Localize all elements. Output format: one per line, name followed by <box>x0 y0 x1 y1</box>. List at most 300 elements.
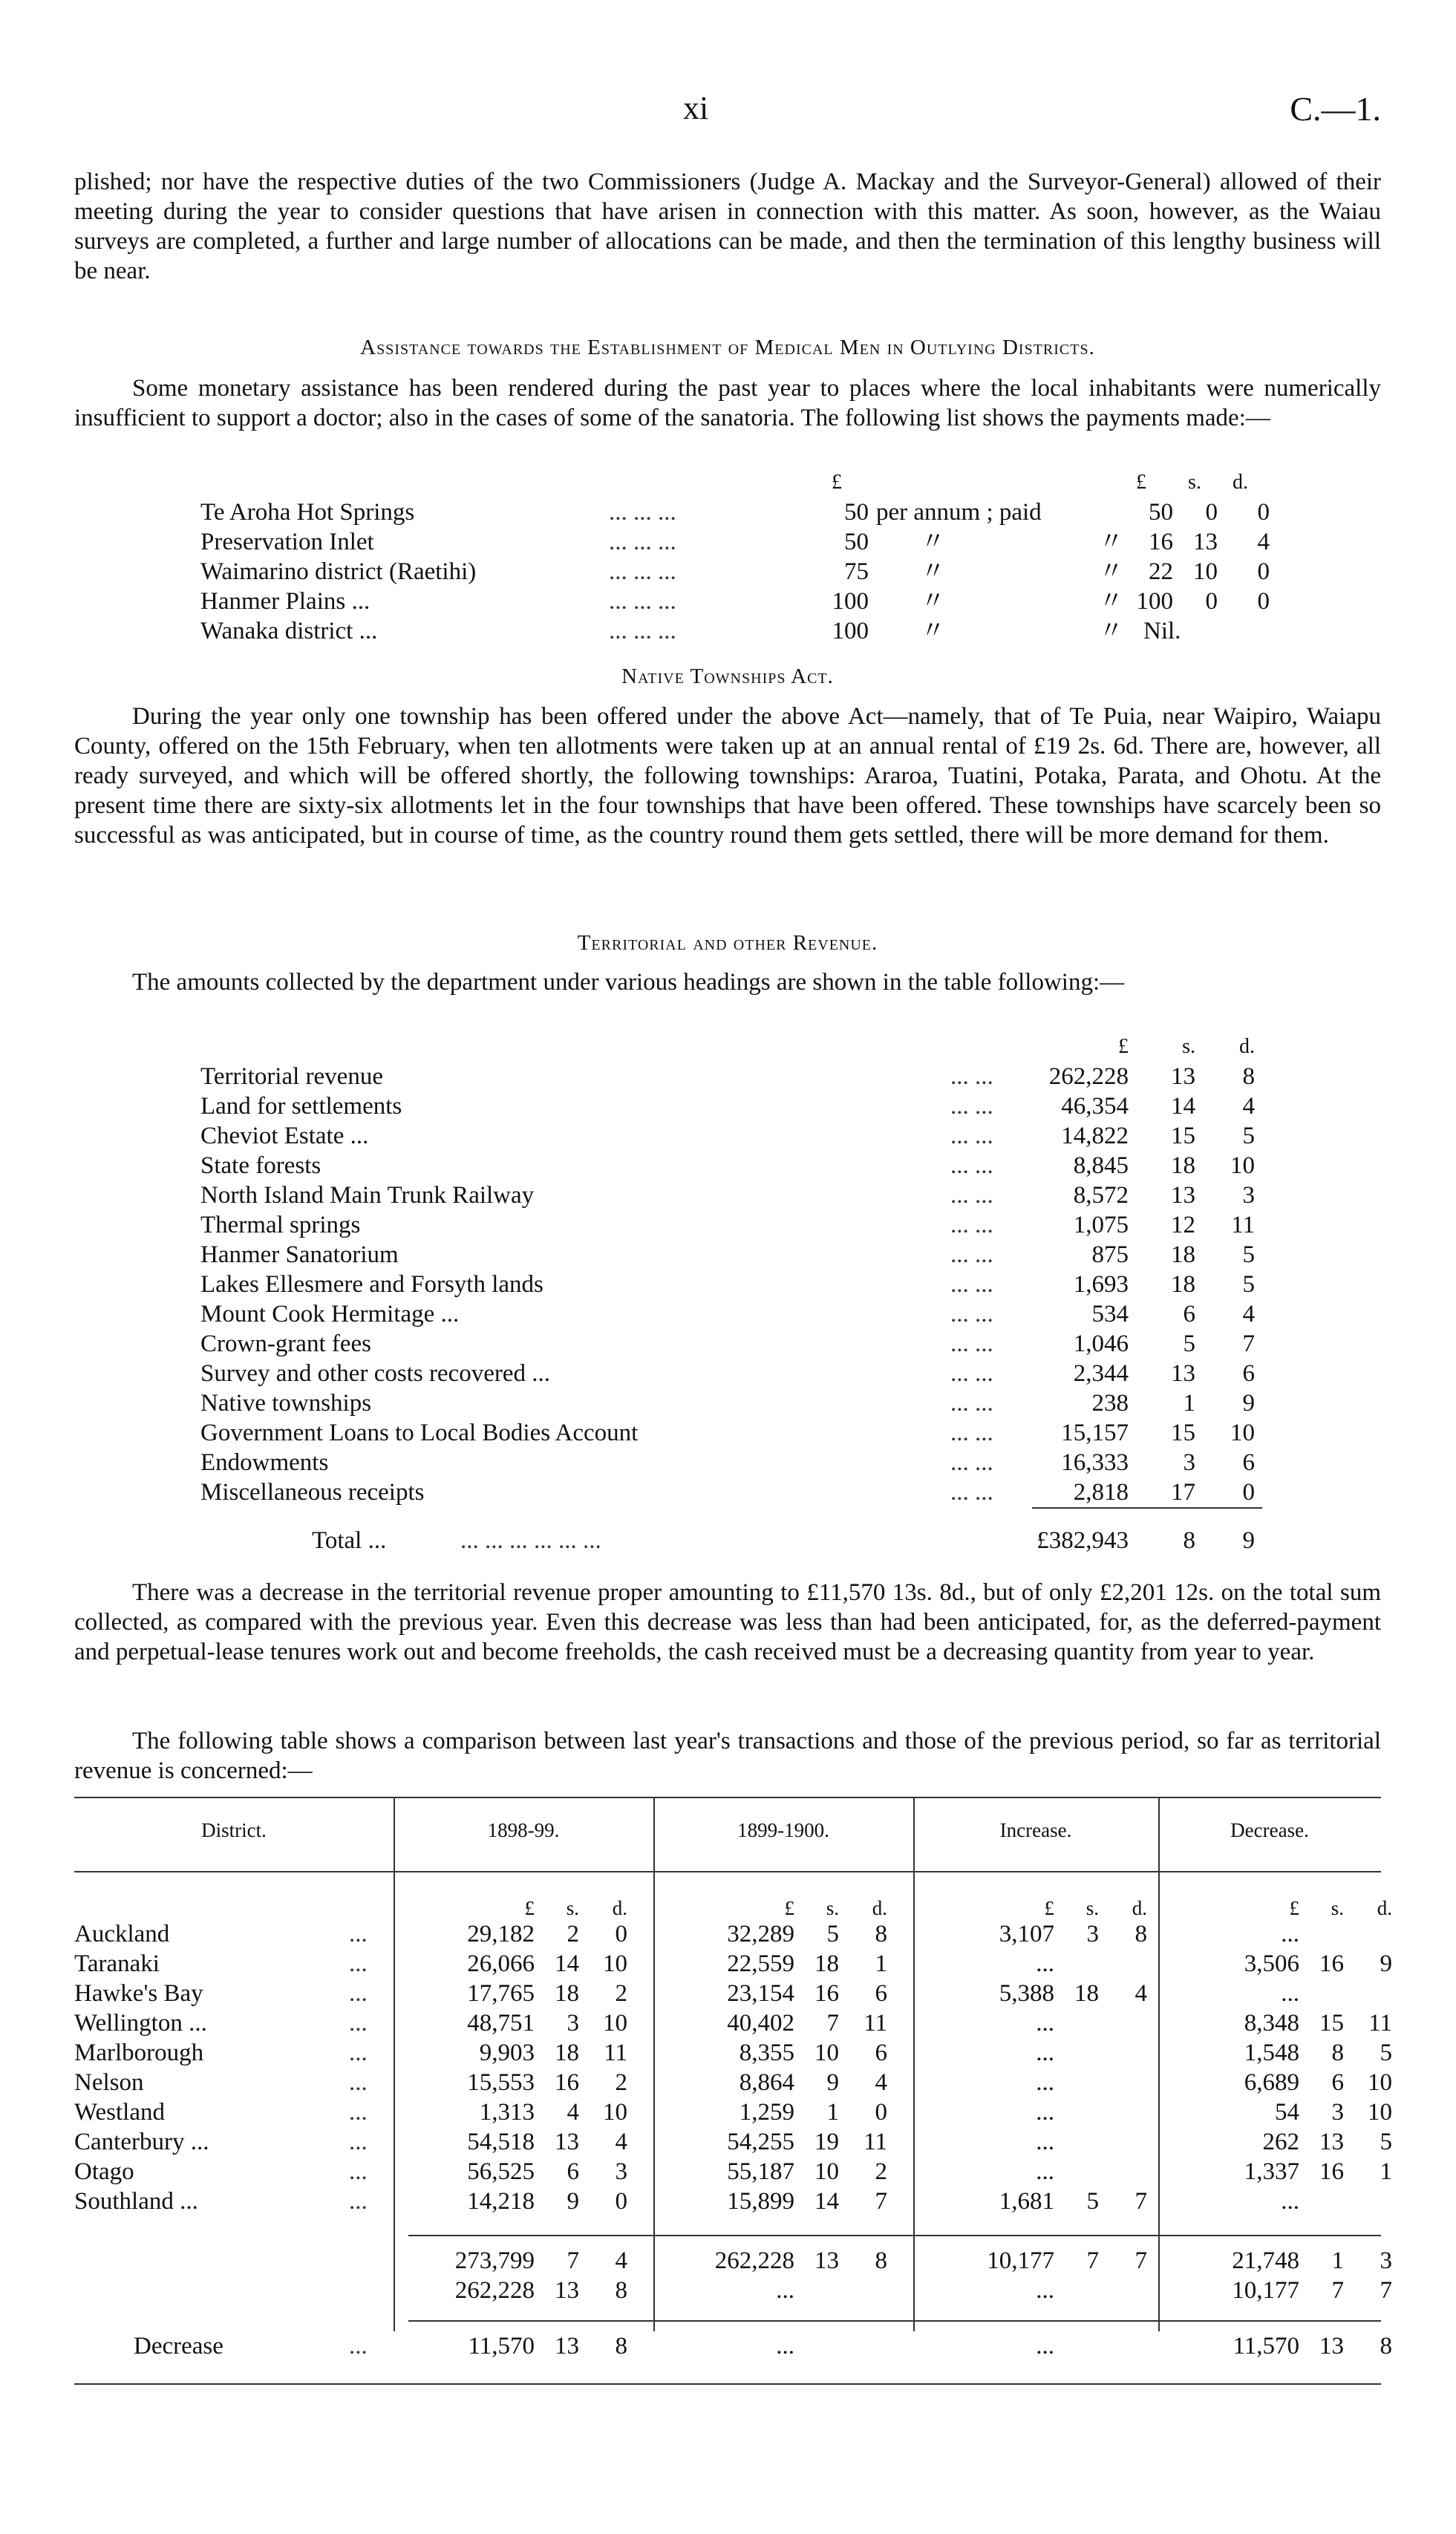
unit-header-shillings: s. <box>826 1897 839 1919</box>
cell-dec-shillings: 3 <box>1331 2099 1344 2126</box>
decrease-inc-shillings <box>1054 2331 1099 2361</box>
leader-dots: ... ... <box>950 1271 993 1298</box>
cell-a-pence: 10 <box>603 2010 627 2037</box>
leader-dots: ... ... ... ... ... ... <box>460 1527 601 1554</box>
cell-inc-shillings <box>1054 2097 1099 2127</box>
column-rule <box>653 1797 655 2331</box>
leader-dots: ... ... ... <box>609 529 676 555</box>
cell-a-pounds: 17,765 <box>467 1980 535 2007</box>
cell-b-pence: 6 <box>875 2040 887 2066</box>
cell-b-pounds: 23,154 <box>727 1980 794 2007</box>
subtotal-b-shillings: 13 <box>814 2247 839 2274</box>
cell-a-shillings: 2 <box>567 1921 579 1947</box>
cell-a-pounds: 26,066 <box>467 1950 535 1977</box>
decrease-b-pence <box>843 2331 887 2361</box>
medical-heading: Assistance towards the Establishment of Medical Men in Outlying Districts. <box>360 336 1095 359</box>
cell-a-pence: 4 <box>615 2129 627 2155</box>
revenue-pence-header: d. <box>1239 1035 1255 1058</box>
subtotal-b-pence <box>843 2276 887 2305</box>
cell-b-shillings: 9 <box>826 2069 839 2096</box>
cell-inc-pence: 8 <box>1135 1921 1147 1947</box>
unit-header-pounds: £ <box>524 1897 535 1919</box>
revenue-pence: 6 <box>1242 1360 1255 1387</box>
cell-a-pounds: 56,525 <box>467 2158 535 2185</box>
paid-pence-header: d. <box>1233 471 1248 494</box>
ditto-mark: 〃 <box>1099 558 1123 585</box>
cell-dec-pounds: 1,337 <box>1244 2158 1299 2185</box>
cell-inc-shillings <box>1054 2038 1099 2068</box>
revenue-pounds: 8,845 <box>1073 1152 1129 1179</box>
cell-inc-pence: 4 <box>1135 1980 1147 2007</box>
leader-dots: ... ... <box>950 1063 993 1090</box>
cell-b-shillings: 14 <box>814 2188 839 2215</box>
cell-b-pence: 8 <box>875 1921 887 1947</box>
cell-dec-pence: 5 <box>1380 2129 1392 2155</box>
cell-dec-pounds: 54 <box>1275 2099 1299 2126</box>
native-heading: Native Townships Act. <box>621 664 834 688</box>
subtotal-rule <box>408 2235 1381 2236</box>
revenue-paragraph-2: There was a decrease in the territorial revenue proper amounting to £11,570 13s. 8d., but of only £2,201 12s. on the total sum collected, as compared with the previous year. Even this decrease was less than had been anticipated, for, as the deferred-payment and perpetual-lease tenures work out and become freeholds, the cash received must be a decreasing quantity from year to year. <box>74 1579 1381 1665</box>
cell-b-pounds: 40,402 <box>727 2010 794 2037</box>
revenue-label: Government Loans to Local Bodies Account <box>200 1420 639 1446</box>
column-header: Decrease. <box>1230 1819 1309 1841</box>
cell-b-pence: 7 <box>875 2188 887 2215</box>
medical-note: per annum ; paid <box>876 499 1042 526</box>
leader-dots: ... ... ... <box>609 558 676 585</box>
cell-dec-pounds: 262 <box>1262 2129 1299 2155</box>
column-rule <box>1158 1797 1160 2331</box>
total-rule <box>1032 1507 1262 1509</box>
revenue-shillings: 1 <box>1183 1390 1195 1417</box>
medical-paid-shillings: 13 <box>1193 529 1218 555</box>
revenue-label: State forests <box>200 1152 321 1179</box>
cell-inc-shillings <box>1054 2068 1099 2097</box>
cell-inc-pounds: 5,388 <box>999 1980 1054 2007</box>
unit-header-pounds: £ <box>1044 1897 1054 1919</box>
cell-b-pence: 6 <box>875 1980 887 2007</box>
cell-inc-pounds: ... <box>1036 2069 1054 2096</box>
column-header: District. <box>201 1819 267 1841</box>
unit-header-pence: d. <box>612 1897 627 1919</box>
district-name: Wellington ... <box>74 2010 207 2037</box>
decrease-dec-pounds: 11,570 <box>1233 2333 1299 2360</box>
leader-dots: ... ... <box>950 1241 993 1268</box>
district-name: Marlborough <box>74 2040 204 2066</box>
subtotal-b-pounds: 262,228 <box>714 2247 794 2274</box>
cell-a-pounds: 14,218 <box>467 2188 535 2215</box>
cell-inc-pence <box>1103 2008 1147 2038</box>
revenue-paragraph-3: The following table shows a comparison between last year's transactions and those of the previous period, so far as territorial revenue is concerned:— <box>74 1728 1381 1784</box>
revenue-shillings: 18 <box>1171 1271 1195 1298</box>
annum-unit-header: £ <box>832 471 842 494</box>
district-name: Canterbury ... <box>74 2129 209 2155</box>
cell-inc-pence: 7 <box>1135 2188 1147 2215</box>
leader-dots: ... <box>349 2158 368 2185</box>
unit-header-pounds: £ <box>1289 1897 1299 1919</box>
revenue-shillings: 18 <box>1171 1241 1195 1268</box>
cell-a-shillings: 6 <box>567 2158 579 2185</box>
cell-inc-pounds: ... <box>1036 2158 1054 2185</box>
medical-paid-pence: 0 <box>1257 588 1270 615</box>
revenue-shillings: 12 <box>1171 1212 1195 1238</box>
leader-dots: ... ... <box>950 1182 993 1209</box>
leader-dots: ... ... ... <box>609 499 676 526</box>
cell-b-shillings: 5 <box>826 1921 839 1947</box>
cell-a-pounds: 1,313 <box>479 2099 535 2126</box>
column-header: Increase. <box>999 1819 1072 1841</box>
leader-dots: ... <box>349 2099 368 2126</box>
revenue-paragraph: The amounts collected by the department under various headings are shown in the table following:— <box>132 969 1125 996</box>
cell-a-pence: 0 <box>615 2188 627 2215</box>
subtotal-a-pence: 8 <box>615 2277 627 2304</box>
medical-paid-pounds: 100 <box>1136 588 1173 615</box>
decrease-a-pence: 8 <box>615 2333 627 2360</box>
medical-paid-shillings: 0 <box>1205 588 1218 615</box>
revenue-pence: 4 <box>1242 1301 1255 1328</box>
revenue-pence: 5 <box>1242 1123 1255 1149</box>
district-name: Auckland <box>74 1921 170 1947</box>
revenue-label: Cheviot Estate ... <box>200 1123 369 1149</box>
cell-b-pence: 4 <box>875 2069 887 2096</box>
cell-inc-pence <box>1103 2097 1147 2127</box>
cell-a-pounds: 54,518 <box>467 2129 535 2155</box>
paid-shillings-header: s. <box>1188 471 1201 494</box>
revenue-pence: 4 <box>1242 1093 1255 1120</box>
revenue-total-pounds: £382,943 <box>1036 1527 1129 1554</box>
subtotal-b-pence: 8 <box>875 2247 887 2274</box>
ditto-mark: 〃 <box>921 558 945 585</box>
district-name: Nelson <box>74 2069 144 2096</box>
cell-inc-shillings: 3 <box>1086 1921 1099 1947</box>
medical-paid-pounds: 50 <box>1149 499 1173 526</box>
cell-a-pounds: 9,903 <box>479 2040 535 2066</box>
leader-dots: ... <box>349 2040 368 2066</box>
revenue-pounds: 46,354 <box>1061 1093 1129 1120</box>
cell-inc-pence <box>1103 1949 1147 1979</box>
revenue-label: Thermal springs <box>200 1212 361 1238</box>
cell-dec-shillings <box>1299 1919 1344 1949</box>
unit-header-pence: d. <box>1132 1897 1147 1919</box>
medical-nil: Nil. <box>1143 618 1181 644</box>
cell-b-pounds: 8,355 <box>739 2040 794 2066</box>
cell-a-pounds: 15,553 <box>467 2069 535 2096</box>
revenue-pounds: 1,075 <box>1073 1212 1129 1238</box>
subtotal-inc-shillings: 7 <box>1086 2247 1099 2274</box>
cell-b-shillings: 19 <box>814 2129 839 2155</box>
unit-header-pence: d. <box>1377 1897 1392 1919</box>
medical-place: Wanaka district ... <box>200 618 378 644</box>
cell-a-pence: 2 <box>615 1980 627 2007</box>
cell-inc-pounds: 1,681 <box>999 2188 1054 2215</box>
subtotal-inc-pounds: ... <box>1036 2277 1054 2304</box>
revenue-pounds: 1,693 <box>1073 1271 1129 1298</box>
table-bottom-rule <box>74 2383 1381 2385</box>
cell-inc-pence <box>1103 2127 1147 2157</box>
revenue-label: Mount Cook Hermitage ... <box>200 1301 460 1328</box>
page-number: xi <box>683 90 709 126</box>
leader-dots: ... ... ... <box>609 588 676 615</box>
decrease-dec-pence: 8 <box>1380 2333 1392 2360</box>
revenue-pence: 0 <box>1242 1479 1255 1506</box>
ditto-mark: 〃 <box>921 529 945 555</box>
subtotal-inc-pence <box>1103 2276 1147 2305</box>
subtotal-a-pounds: 273,799 <box>454 2247 535 2274</box>
revenue-pence: 10 <box>1230 1152 1255 1179</box>
medical-paid-pence: 0 <box>1257 558 1270 585</box>
subtotal-dec-pence: 7 <box>1380 2277 1392 2304</box>
revenue-pounds: 16,333 <box>1061 1449 1129 1476</box>
revenue-pence: 6 <box>1242 1449 1255 1476</box>
leader-dots: ... <box>349 2188 368 2215</box>
cell-dec-pounds: ... <box>1281 1980 1299 2007</box>
decrease-a-pounds: 11,570 <box>468 2333 535 2360</box>
cell-inc-pence <box>1103 2068 1147 2097</box>
leader-dots: ... <box>349 2069 368 2096</box>
subtotal-dec-shillings: 1 <box>1331 2247 1344 2274</box>
cell-a-pence: 10 <box>603 2099 627 2126</box>
revenue-pounds: 1,046 <box>1073 1330 1129 1357</box>
unit-header-pounds: £ <box>784 1897 794 1919</box>
leader-dots: ... ... <box>950 1152 993 1179</box>
leader-dots: ... ... <box>950 1390 993 1417</box>
ditto-mark: 〃 <box>921 588 945 615</box>
medical-paid-pounds: 16 <box>1149 529 1173 555</box>
column-rule <box>394 1797 395 2331</box>
cell-b-shillings: 16 <box>814 1980 839 2007</box>
ditto-mark: 〃 <box>1099 618 1123 644</box>
cell-inc-pence <box>1103 2038 1147 2068</box>
column-rule <box>913 1797 915 2331</box>
revenue-shillings: 13 <box>1171 1360 1195 1387</box>
cell-dec-shillings: 16 <box>1319 1950 1344 1977</box>
revenue-pounds: 2,818 <box>1073 1479 1129 1506</box>
leader-dots: ... ... <box>950 1449 993 1476</box>
revenue-label: Native townships <box>200 1390 372 1417</box>
medical-place: Preservation Inlet <box>200 529 374 555</box>
revenue-label: Land for settlements <box>200 1093 402 1120</box>
decrease-b-pounds: ... <box>776 2333 794 2360</box>
cell-dec-pounds: ... <box>1281 1921 1299 1947</box>
medical-annum: 100 <box>832 618 869 644</box>
cell-dec-pence: 10 <box>1368 2069 1392 2096</box>
subtotal-inc-pounds: 10,177 <box>987 2247 1054 2274</box>
revenue-shillings: 17 <box>1171 1479 1195 1506</box>
revenue-pounds-header: £ <box>1118 1035 1129 1058</box>
revenue-shillings: 18 <box>1171 1152 1195 1179</box>
unit-header-pence: d. <box>872 1897 887 1919</box>
cell-a-pounds: 48,751 <box>467 2010 535 2037</box>
revenue-shillings: 5 <box>1183 1330 1195 1357</box>
leader-dots: ... ... <box>950 1420 993 1446</box>
cell-inc-pounds: ... <box>1036 2129 1054 2155</box>
cell-dec-pence: 1 <box>1380 2158 1392 2185</box>
revenue-shillings: 15 <box>1171 1123 1195 1149</box>
medical-annum: 100 <box>832 588 869 615</box>
revenue-pounds: 534 <box>1091 1301 1129 1328</box>
leader-dots: ... ... <box>950 1301 993 1328</box>
subtotal-dec-pounds: 21,748 <box>1232 2247 1299 2274</box>
cell-inc-shillings: 5 <box>1086 2188 1099 2215</box>
revenue-pounds: 15,157 <box>1061 1420 1129 1446</box>
cell-b-shillings: 18 <box>814 1950 839 1977</box>
revenue-pounds: 262,228 <box>1048 1063 1129 1090</box>
revenue-label: Hanmer Sanatorium <box>200 1241 399 1268</box>
subtotal-inc-shillings <box>1054 2276 1099 2305</box>
revenue-pence: 7 <box>1242 1330 1255 1357</box>
column-header: 1899-1900. <box>737 1819 829 1841</box>
column-header: 1898-99. <box>487 1819 560 1841</box>
cell-b-pounds: 55,187 <box>727 2158 794 2185</box>
cell-a-pence: 2 <box>615 2069 627 2096</box>
cell-inc-pounds: ... <box>1036 2010 1054 2037</box>
medical-place: Waimarino district (Raetihi) <box>200 558 477 585</box>
leader-dots: ... ... <box>950 1123 993 1149</box>
leader-dots: ... <box>349 2010 368 2037</box>
decrease-b-shillings <box>794 2331 839 2361</box>
revenue-pence: 5 <box>1242 1241 1255 1268</box>
revenue-total-shillings: 8 <box>1183 1527 1195 1554</box>
cell-b-pence: 2 <box>875 2158 887 2185</box>
cell-dec-shillings: 16 <box>1319 2158 1344 2185</box>
leader-dots: ... ... <box>950 1360 993 1387</box>
subtotal-a-shillings: 7 <box>567 2247 579 2274</box>
cell-a-pounds: 29,182 <box>467 1921 535 1947</box>
cell-a-shillings: 16 <box>555 2069 579 2096</box>
cell-dec-pence: 10 <box>1368 2099 1392 2126</box>
revenue-pounds: 875 <box>1091 1241 1129 1268</box>
medical-place: Te Aroha Hot Springs <box>200 499 415 526</box>
cell-dec-shillings: 6 <box>1331 2069 1344 2096</box>
revenue-pence: 9 <box>1242 1390 1255 1417</box>
cell-b-pounds: 8,864 <box>739 2069 794 2096</box>
revenue-label: Crown-grant fees <box>200 1330 372 1357</box>
revenue-shillings-header: s. <box>1182 1035 1195 1058</box>
cell-b-pence: 1 <box>875 1950 887 1977</box>
medical-annum: 50 <box>844 499 869 526</box>
cell-b-pounds: 54,255 <box>727 2129 794 2155</box>
subtotal-inc-pence: 7 <box>1135 2247 1147 2274</box>
document-reference: C.—1. <box>1290 90 1381 128</box>
cell-dec-pounds: 3,506 <box>1244 1950 1299 1977</box>
cell-a-shillings: 18 <box>555 1980 579 2007</box>
cell-dec-shillings: 8 <box>1331 2040 1344 2066</box>
cell-b-shillings: 7 <box>826 2010 839 2037</box>
decrease-a-shillings: 13 <box>555 2333 579 2360</box>
revenue-pounds: 2,344 <box>1073 1360 1129 1387</box>
cell-dec-pence: 9 <box>1380 1950 1392 1977</box>
unit-header-shillings: s. <box>1086 1897 1099 1919</box>
revenue-label: Lakes Ellesmere and Forsyth lands <box>200 1271 543 1298</box>
cell-inc-shillings <box>1054 2157 1099 2187</box>
cell-inc-shillings: 18 <box>1074 1980 1099 2007</box>
decrease-inc-pence <box>1103 2331 1147 2361</box>
decrease-dec-shillings: 13 <box>1319 2333 1344 2360</box>
cell-a-shillings: 18 <box>555 2040 579 2066</box>
medical-paid-pence: 0 <box>1257 499 1270 526</box>
cell-dec-pence <box>1348 2187 1392 2216</box>
cell-dec-pounds: 8,348 <box>1244 2010 1299 2037</box>
cell-inc-shillings <box>1054 2127 1099 2157</box>
medical-paid-shillings: 0 <box>1205 499 1218 526</box>
unit-header-shillings: s. <box>566 1897 579 1919</box>
subtotal-a-pence: 4 <box>615 2247 627 2274</box>
revenue-label: Survey and other costs recovered ... <box>200 1360 551 1387</box>
cell-b-pounds: 32,289 <box>727 1921 794 1947</box>
district-name: Southland ... <box>74 2188 198 2215</box>
ditto-mark: 〃 <box>1099 529 1123 555</box>
cell-inc-pounds: ... <box>1036 2099 1054 2126</box>
cell-b-pence: 0 <box>875 2099 887 2126</box>
revenue-pence: 3 <box>1242 1182 1255 1209</box>
paid-pounds-header: £ <box>1136 471 1146 494</box>
cell-a-shillings: 13 <box>555 2129 579 2155</box>
revenue-pence: 11 <box>1231 1212 1255 1238</box>
cell-b-pounds: 1,259 <box>739 2099 794 2126</box>
leader-dots: ... ... ... <box>609 618 676 644</box>
cell-a-shillings: 14 <box>555 1950 579 1977</box>
district-name: Otago <box>74 2158 134 2185</box>
header-rule <box>74 1871 1381 1872</box>
revenue-total-pence: 9 <box>1242 1527 1255 1554</box>
cell-dec-pounds: 1,548 <box>1244 2040 1299 2066</box>
cell-inc-shillings <box>1054 1949 1099 1979</box>
ditto-mark: 〃 <box>1099 588 1123 615</box>
cell-dec-shillings <box>1299 1979 1344 2008</box>
leader-dots: ... ... <box>950 1212 993 1238</box>
revenue-pounds: 8,572 <box>1073 1182 1129 1209</box>
cell-a-shillings: 9 <box>567 2188 579 2215</box>
revenue-label: Territorial revenue <box>200 1063 383 1090</box>
leader-dots: ... ... <box>950 1093 993 1120</box>
cell-dec-pounds: ... <box>1281 2188 1299 2215</box>
decrease-label: Decrease <box>134 2333 223 2360</box>
revenue-total-label: Total ... <box>312 1527 387 1554</box>
subtotal-a-pounds: 262,228 <box>454 2277 535 2304</box>
cell-inc-pounds: ... <box>1036 2040 1054 2066</box>
medical-paid-pounds: 22 <box>1149 558 1173 585</box>
revenue-pence: 5 <box>1242 1271 1255 1298</box>
cell-dec-pence: 5 <box>1380 2040 1392 2066</box>
unit-header-shillings: s. <box>1331 1897 1344 1919</box>
revenue-pence: 8 <box>1242 1063 1255 1090</box>
subtotal-b-shillings <box>794 2276 839 2305</box>
leader-dots: ... <box>349 1980 368 2007</box>
medical-paid-pence: 4 <box>1257 529 1270 555</box>
leader-dots: ... ... <box>950 1330 993 1357</box>
cell-a-shillings: 4 <box>567 2099 579 2126</box>
decrease-inc-pounds: ... <box>1036 2333 1054 2360</box>
leader-dots: ... <box>349 2129 368 2155</box>
district-name: Westland <box>74 2099 165 2126</box>
cell-b-shillings: 1 <box>826 2099 839 2126</box>
medical-place: Hanmer Plains ... <box>200 588 370 615</box>
intro-paragraph: plished; nor have the respective duties of the two Commissioners (Judge A. Mackay and the Surveyor-General) allowed of their meeting during the year to consider questions that have arisen in connection with this matter. As soon, however, as the Waiau surveys are completed, a further and large number of allocations can be made, and then the termination of this lengthy business will be near. <box>74 169 1381 284</box>
revenue-shillings: 14 <box>1171 1093 1195 1120</box>
cell-a-pence: 10 <box>603 1950 627 1977</box>
leader-dots: ... ... <box>950 1479 993 1506</box>
subtotal-dec-pounds: 10,177 <box>1232 2277 1299 2304</box>
cell-dec-pence: 11 <box>1368 2010 1392 2037</box>
cell-a-pence: 0 <box>615 1921 627 1947</box>
cell-a-pence: 3 <box>615 2158 627 2185</box>
medical-annum: 50 <box>844 529 869 555</box>
subtotal-dec-shillings: 7 <box>1331 2277 1344 2304</box>
cell-b-pounds: 15,899 <box>727 2188 794 2215</box>
revenue-label: Miscellaneous receipts <box>200 1479 425 1506</box>
table-top-rule <box>74 1797 1381 1798</box>
cell-b-pence: 11 <box>864 2010 887 2037</box>
leader-dots: ... <box>349 2333 368 2360</box>
